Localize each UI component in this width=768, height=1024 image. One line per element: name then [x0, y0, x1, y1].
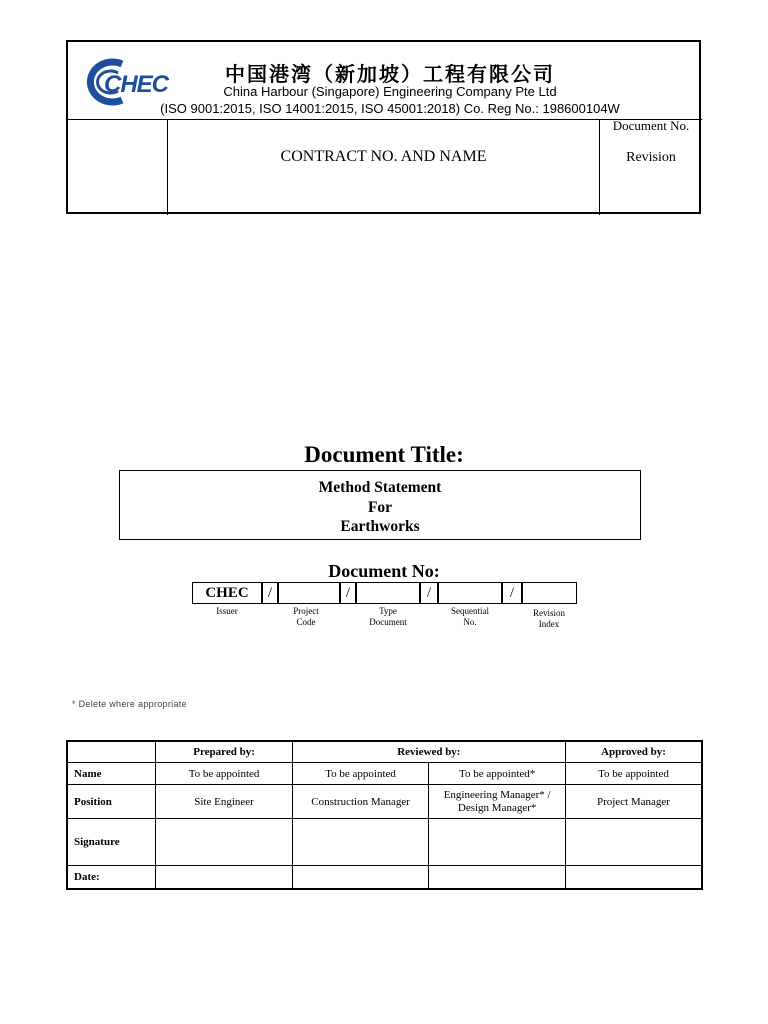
table-cell: Site Engineer: [156, 785, 293, 819]
issuer-caption: Issuer: [216, 606, 238, 616]
document-no-heading: Document No:: [328, 561, 440, 581]
prepared-by-header: Prepared by:: [156, 741, 293, 763]
sequential-no-caption: Sequential No.: [451, 606, 489, 627]
table-cell: To be appointed: [292, 763, 429, 785]
date-cell[interactable]: [565, 866, 702, 890]
company-name-chinese: 中国港湾（新加坡）工程有限公司: [225, 62, 555, 86]
header-column-divider: [167, 120, 168, 215]
sequential-no-box[interactable]: [438, 582, 502, 604]
table-row: [67, 819, 702, 866]
reviewed-by-header: Reviewed by:: [292, 741, 565, 763]
header-column-divider: [599, 120, 600, 215]
table-cell: Construction Manager: [292, 785, 429, 819]
row-label-name: Name: [67, 763, 156, 785]
separator: /: [262, 582, 278, 604]
type-document-box[interactable]: [356, 582, 420, 604]
separator: /: [502, 582, 522, 604]
separator: /: [420, 582, 438, 604]
table-header-row: [67, 741, 702, 763]
project-code-caption: Project Code: [293, 606, 319, 627]
revision-label: Revision: [626, 150, 676, 165]
title-line: Method Statement: [318, 479, 442, 496]
table-cell: To be appointed: [565, 763, 702, 785]
separator: /: [340, 582, 356, 604]
table-cell: Engineering Manager* / Design Manager*: [429, 785, 566, 819]
title-line: For: [367, 498, 393, 516]
contract-no-and-name: CONTRACT NO. AND NAME: [280, 148, 487, 165]
table-cell: Project Manager: [565, 785, 702, 819]
table-row: [67, 763, 702, 785]
signature-cell[interactable]: [565, 819, 702, 866]
approval-table: [66, 740, 703, 890]
delete-note: * Delete where appropriate: [72, 699, 187, 709]
table-cell: To be appointed: [156, 763, 293, 785]
table-cell: To be appointed*: [429, 763, 566, 785]
company-name-english: China Harbour (Singapore) Engineering Company Pte Ltd: [223, 84, 557, 99]
iso-registration-line: (ISO 9001:2015, ISO 14001:2015, ISO 45001:2018) Co. Reg No.: 198600104W: [160, 101, 620, 116]
date-cell[interactable]: [429, 866, 566, 890]
project-code-box[interactable]: [278, 582, 340, 604]
signature-cell[interactable]: [292, 819, 429, 866]
title-line: Earthworks: [340, 518, 420, 535]
document-title-heading: Document Title:: [304, 442, 464, 467]
revision-index-box[interactable]: [522, 582, 577, 604]
revision-index-caption: Revision Index: [532, 608, 565, 629]
signature-cell[interactable]: [156, 819, 293, 866]
document-no-label: Document No.: [612, 118, 690, 133]
table-header-empty: [67, 741, 156, 763]
row-label-position: Position: [67, 785, 156, 819]
svg-text:CHEC: CHEC: [104, 71, 169, 98]
issuer-box: CHEC: [192, 582, 262, 604]
signature-cell[interactable]: [429, 819, 566, 866]
document-title-box: [119, 470, 641, 540]
date-cell[interactable]: [292, 866, 429, 890]
row-label-date: Date:: [67, 866, 156, 890]
type-document-caption: Type Document: [369, 606, 407, 627]
date-cell[interactable]: [156, 866, 293, 890]
table-row: [67, 866, 702, 890]
table-row: [67, 785, 702, 819]
row-label-signature: Signature: [67, 819, 156, 866]
approved-by-header: Approved by:: [565, 741, 702, 763]
